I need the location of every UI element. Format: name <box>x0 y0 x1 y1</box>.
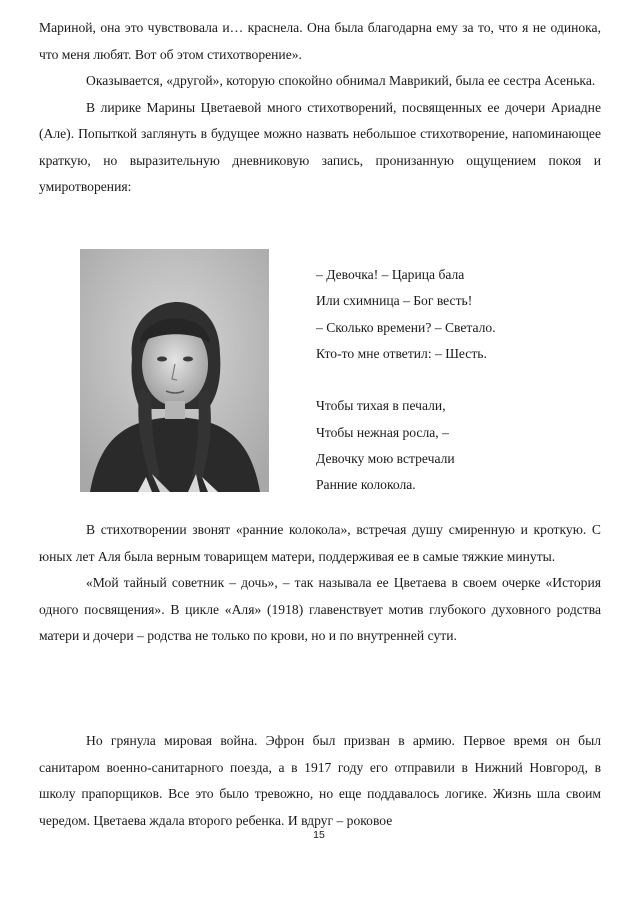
portrait-photo <box>80 249 269 492</box>
poem-line: – Сколько времени? – Светало. <box>316 319 496 335</box>
paragraph-asenka: Оказывается, «другой», которую спокойно обнимал Маврикий, была ее сестра Асенька. <box>86 73 596 88</box>
poem-line: Чтобы тихая в печали, <box>316 398 446 414</box>
stanza-gap <box>316 367 606 393</box>
paragraph-lyrics-intro: В лирике Марины Цветаевой много стихотворений, посвященных ее дочери Ариадне (Але). Попыткой заглянуть в будущее можно назвать небольшое стихотворение, напоминающее краткую, но выразительную дневниковую запись, пронизанную ощущением покоя и умиротворения: <box>39 99 601 194</box>
paragraph-war: Но грянула мировая война. Эфрон был призван в армию. Первое время он был санитаром военно-санитарного поезда, а в 1917 году его отправили в Нижний Новгород, в школу прапорщиков. Все это было тревожно, но еще поддавалось логике. Жизнь шла своим чередом. Цветаева ждала второго ребенка. И вдруг – роковое <box>39 733 601 828</box>
poem-line: Ранние колокола. <box>316 477 416 493</box>
poem-line: Чтобы нежная росла, – <box>316 424 449 440</box>
poem-line: Кто-то мне ответил: – Шесть. <box>316 345 487 361</box>
paragraph-continuation: Мариной, она это чувствовала и… краснела. Она была благодарна ему за то, что я не одинока, что меня любят. Вот об этом стихотворение». <box>39 20 601 62</box>
portrait-image <box>80 249 269 492</box>
middle-text <box>39 517 601 650</box>
paragraph-secret-advisor: «Мой тайный советник – дочь», – так называла ее Цветаева в своем очерке «История одного посвящения». В цикле «Аля» (1918) главенствует мотив глубокого духовного родства матери и дочери – родства не только по крови, но и по внутренней сути. <box>39 575 601 643</box>
page-number: 15 <box>313 829 325 841</box>
paragraph-bells: В стихотворении звонят «ранние колокола», встречая душу смиренную и кроткую. С юных лет Аля была верным товарищем матери, поддерживая ее в самые тяжкие минуты. <box>39 522 601 564</box>
poem-line: Или схимница – Бог весть! <box>316 293 473 309</box>
top-text <box>39 15 601 201</box>
bottom-text <box>39 728 601 834</box>
poem-line: – Девочка! – Царица бала <box>316 267 465 282</box>
poem <box>316 262 606 499</box>
poem-line: Девочку мою встречали <box>316 451 455 467</box>
